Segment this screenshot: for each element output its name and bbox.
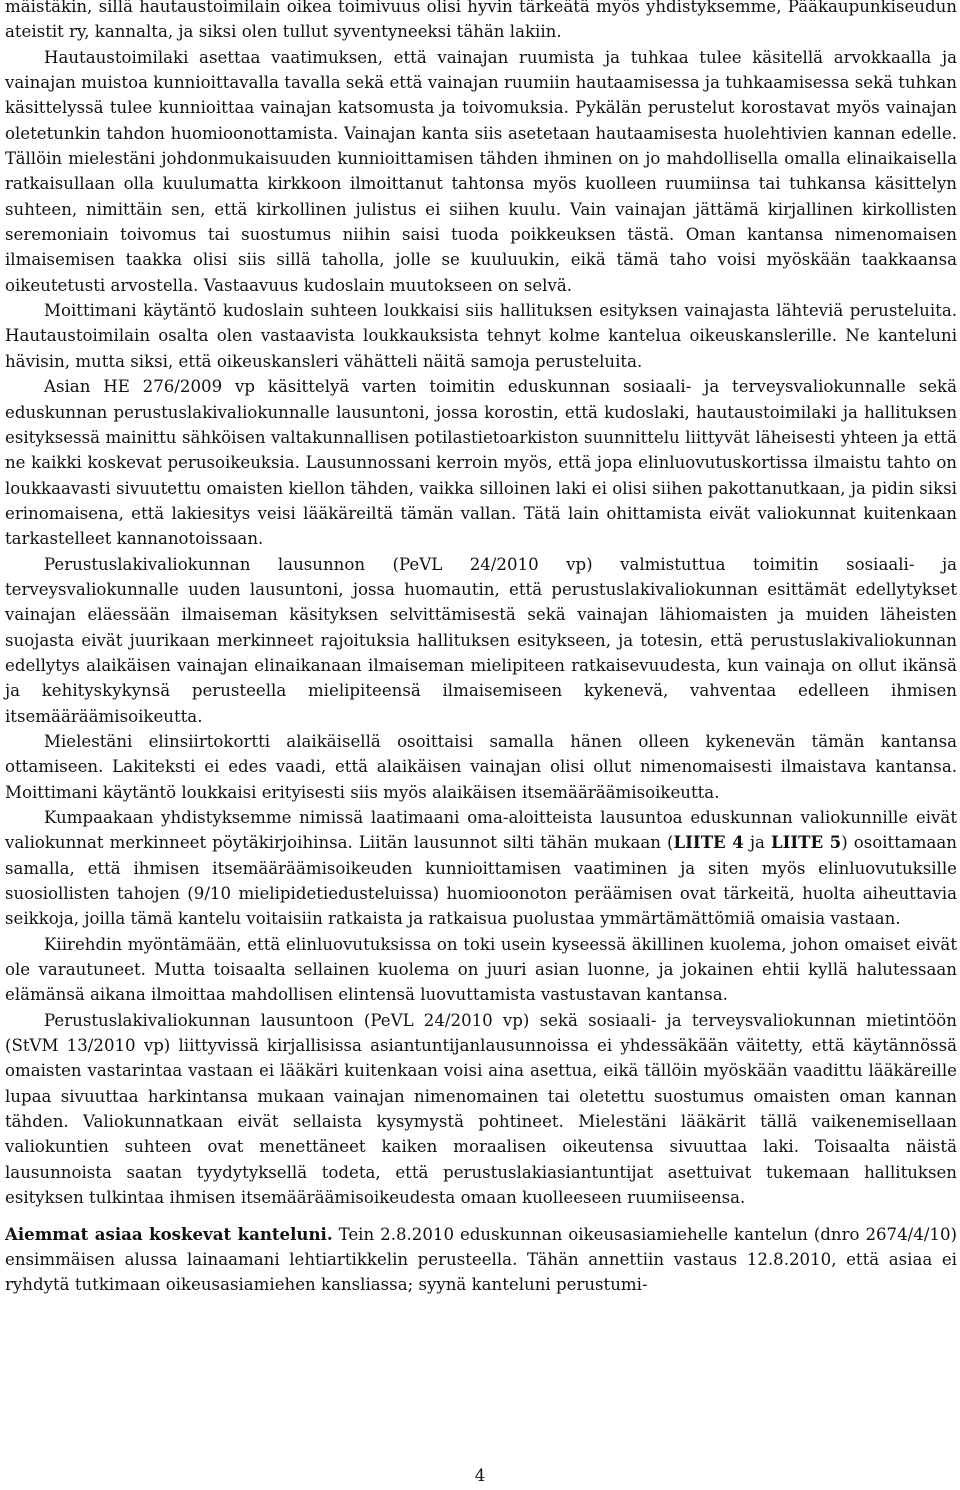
paragraph-sudden-death: Kiirehdin myöntämään, että elinluovutuksissa on toki usein kyseessä äkillinen kuolema, johon omaiset eivät ole varautuneet. Mutta toisaalta sellainen kuolema on juuri asian luonne, ja jokainen ehtii kyllä halutessaan elämänsä aikana ilmoittaa mahdollisen elintensä luovuttamista vastustavan kantansa.	[5, 934, 957, 1005]
paragraph-attachments-text-a: Kumpaakaan yhdistyksemme nimissä laatimaani oma-aloitteista lausuntoa eduskunnan valiokunnille eivät valiokunnat merkinneet pöytäkirjoihinsa. Liitän lausunnot silti tähän mukaan (	[5, 808, 957, 853]
section-previous-complaints	[5, 1222, 957, 1298]
section-heading: Aiemmat asiaa koskevat kanteluni.	[5, 1223, 333, 1244]
attachment-liite-5-label: LIITE 5	[770, 832, 842, 853]
paragraph-practice-criticism: Moittimani käytäntö kudoslain suhteen loukkaisi siis hallituksen esityksen vainajasta lähteviä perusteluita. Hautaustoimilain osalta olen vastaavista loukkauksista tehnyt kolme kantelua oikeuskanslerille. Ne kanteluni hävisin, mutta siksi, että oikeuskansleri vähätteli näitä samoja perusteluita.	[5, 301, 957, 371]
attachment-liite-4-label: LIITE 4	[673, 832, 744, 853]
paragraph-expert-statements: Perustuslakivaliokunnan lausuntoon (PeVL 24/2010 vp) sekä sosiaali- ja terveysvaliokunnan mietintöön (StVM 13/2010 vp) liittyvissä kirjallisissa asiantuntijanlausunnoissa ei yhdessäkään väitetty, että käytännössä omaisten vastarintaa vastaan ei lääkäri kuitenkaan voisi aina asettua, eikä tällöin myöskään vaadittu lääkäreille lupaa sivuuttaa harkintansa mukaan vainajan nimenomainen tai oletettu suostumus omaisten oman kannan tähden. Valiokunnatkaan eivät sellaista kysymystä pohtineet. Mielestäni lääkärit tällä vaikenemisellaan valiokuntien suhteen ovat menettäneet kaiken moraalisen oikeutensa sivuuttaa laki. Toisaalta näistä lausunnoista saatan tyydytyksellä todeta, että perustuslakiasiantuntijat asettuivat tukemaan hallituksen esityksen tulkintaa ihmisen itsemääräämisoikeudesta omaan kuolleeseen ruumiiseensa.	[5, 1010, 957, 1208]
paragraph-attachments-text-b: ja	[743, 833, 771, 853]
paragraph-minor-donor-card: Mielestäni elinsiirtokortti alaikäisellä osoittaisi samalla hänen olleen kykenevän tämän kantansa ottamiseen. Lakiteksti ei edes vaadi, että alaikäisen vainajan olisi ollut nimenomaisesti ilmaistava kantansa. Moittimani käytäntö loukkaisi erityisesti siis myös alaikäisen itsemääräämisoikeutta.	[5, 731, 957, 802]
page-number: 4	[474, 1466, 486, 1485]
paragraph-funeral-act: Hautaustoimilaki asettaa vaatimuksen, että vainajan ruumista ja tuhkaa tulee käsitellä arvokkaalla ja vainajan muistoa kunnioittavalla tavalla sekä että vainajan ruumiin hautaamisessa ja tuhkaamisessa sekä tuhkan käsittelyssä tulee kunnioittaa vainajan katsomusta ja toivomuksia. Pykälän perustelut korostavat myös vainajan oletetunkin tahdon huomioonottamista. Vainajan kanta siis asetetaan hautaamisesta huolehtivien kannan edelle. Tällöin mielestäni johdonmukaisuuden kunnioittamisen tähden ihminen on jo mahdollisella omalla elinaikaisella ratkaisullaan olla kuulumatta kirkkoon ilmoittanut tahtonsa myös kuolleen ruumiinsa tai tuhkansa käsittelyn suhteen, nimittäin sen, että kirkollinen julistus ei siihen kuulu. Vain vainajan jättämä kirjallinen kirkollisten seremoniain toivomus tai suostumus niihin saisi tuoda poikkeuksen tästä. Oman kantansa nimenomaisen ilmaisemisen taakka olisi siis sillä taholla, jolle se kuuluukin, eikä tämä taho voisi myöskään taakkaansa oikeutetusti arvostella. Vastaavuus kudoslain muutokseen on selvä.	[5, 47, 957, 295]
section-text: Tein 2.8.2010 eduskunnan oikeusasiamiehelle kantelun (dnro 2674/4/10) ensimmäisen alussa lainaamani lehtiartikkelin perusteella. Tähän annettiin vastaus 12.8.2010, että asiaa ei ryhdytä tutkimaan oikeusasiamiehen kansliassa; syynä kanteluni perustumi-	[5, 1224, 958, 1295]
paragraph-attachments	[5, 805, 957, 932]
paragraph-continuation: mäistäkin, sillä hautaustoimilain oikea toimivuus olisi hyvin tärkeätä myös yhdistyksemme, Pääkaupunkiseudun ateistit ry, kannalta, ja siksi olen tullut syventyneeksi tähän lakiin.	[5, 0, 957, 42]
paragraph-he-276: Asian HE 276/2009 vp käsittelyä varten toimitin eduskunnan sosiaali- ja terveysvaliokunnalle sekä eduskunnan perustuslakivaliokunnalle lausuntoni, jossa korostin, että kudoslaki, hautaustoimilaki ja hallituksen esityksessä mainittu sähköisen valtakunnallisen potilastietoarkiston suunnittelu liittyvät läheisesti yhteen ja että ne kaikki koskevat perusoikeuksia. Lausunnossani kerroin myös, että jopa elinluovutuskortissa ilmaistu tahto on loukkaavasti sivuutettu omaisten kiellon tähden, vaikka silloinen laki ei olisi siihen pakottanutkaan, ja pidin siksi erinomaisena, että lakiesitys veisi lääkäreiltä tämän vallan. Tätä lain ohittamista eivät valiokunnat kuitenkaan tarkastelleet kannanotoissaan.	[5, 377, 957, 549]
paragraph-attachments-text-c: ) osoittamaan samalla, että ihmisen itsemääräämisoikeuden kunnioittamisen vaatiminen ja siten myös elinluovutuksille suosiollisten tahojen (9/10 mielipidetiedusteluissa) huomioonoton peräämisen ovat tärkeitä, huolta aiheuttavia seikkoja, joilla tämä kantelu voitaisiin ratkaista ja ratkaisua puolustaa ymmärtämättömiä omaisia vastaan.	[5, 833, 957, 929]
paragraph-pevl-statement: Perustuslakivaliokunnan lausunnon (PeVL 24/2010 vp) valmistuttua toimitin sosiaali- ja terveysvaliokunnalle uuden lausuntoni, jossa huomautin, että perustuslakivaliokunnan esittämät edellytykset vainajan eläessään ilmaiseman käsityksen selvittämisestä sekä vainajan lähiomaisten ja muiden läheisten suojasta eivät juurikaan merkinneet rajoituksia hallituksen esitykseen, ja totesin, että perustuslakivaliokunnan edellytys alaikäisen vainajan elinaikanaan ilmaiseman mielipiteen ratkaisevuudesta, kun vainaja on ollut ikänsä ja kehityskykynsä perusteella mielipiteensä ilmaisemiseen kykenevä, vahventaa edelleen ihmisen itsemääräämisoikeutta.	[5, 554, 957, 726]
document-page	[5, 0, 957, 1298]
